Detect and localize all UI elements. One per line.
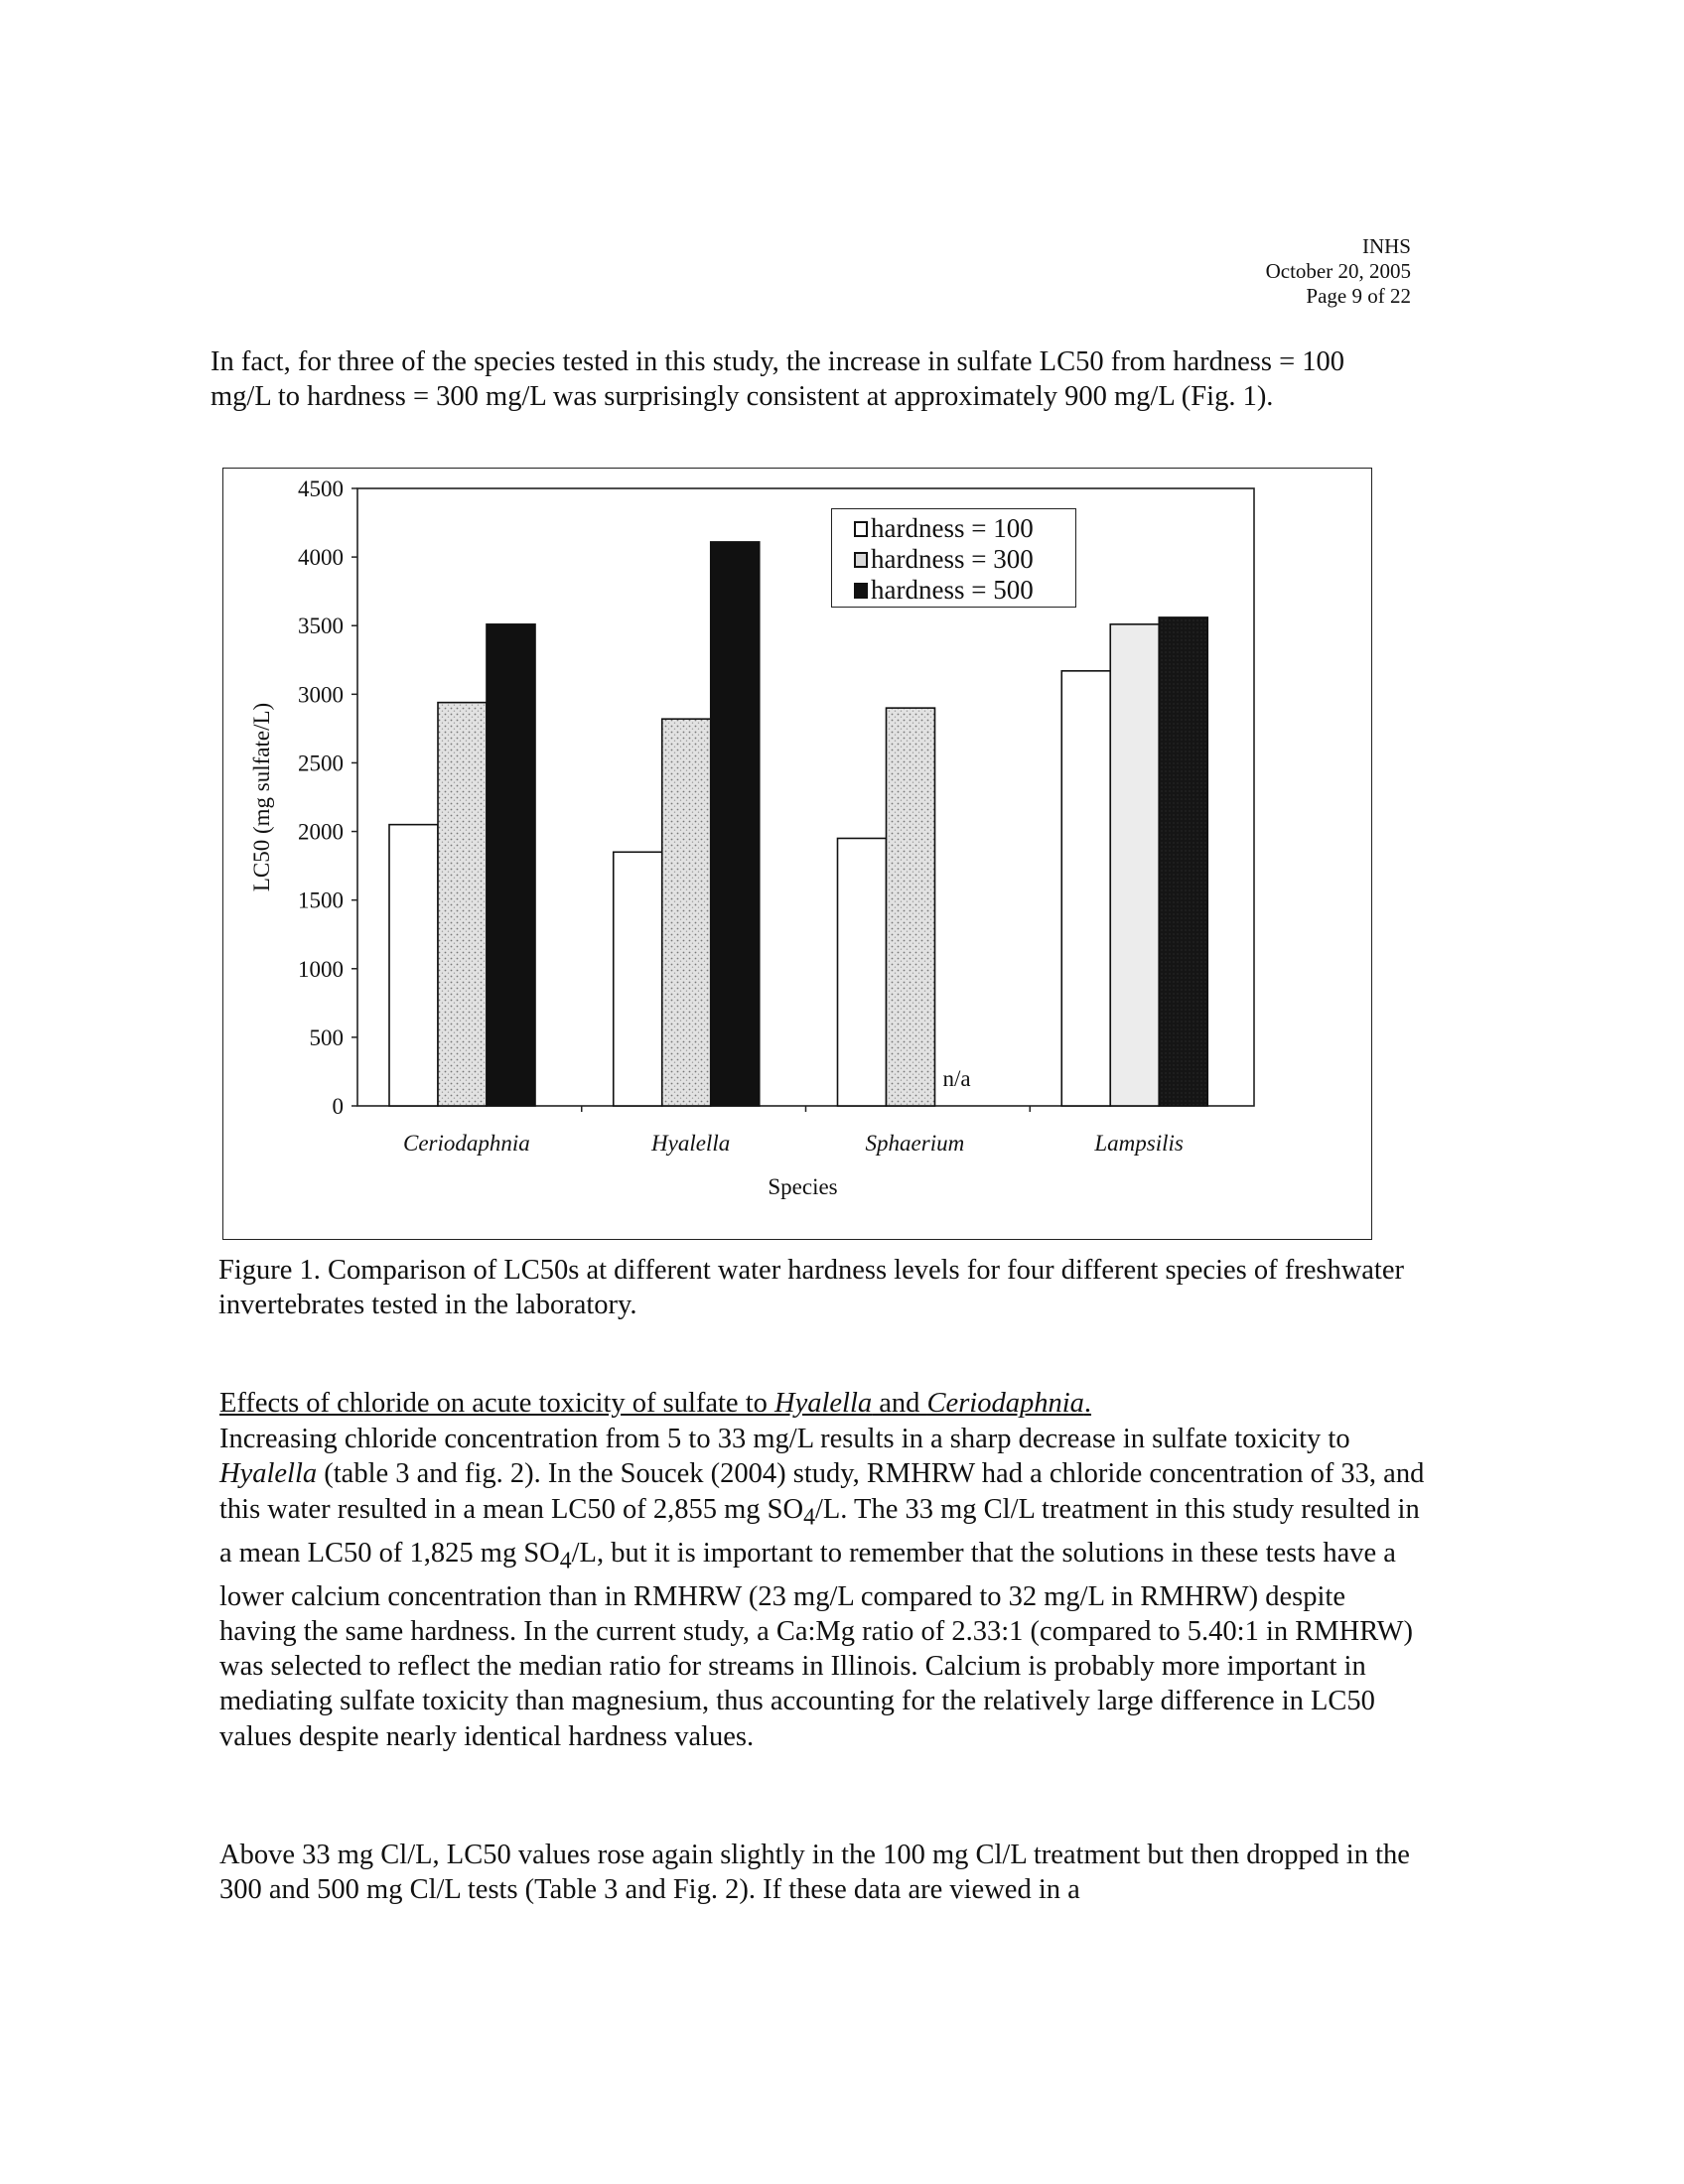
bar-lampsilis-500 bbox=[1159, 617, 1207, 1106]
x-tick-label: Ceriodaphnia bbox=[402, 1131, 530, 1156]
y-axis-label: LC50 (mg sulfate/L) bbox=[249, 702, 274, 892]
bar-lampsilis-100 bbox=[1061, 671, 1110, 1106]
heading-text-1: Effects of chloride on acute toxicity of sulfate to bbox=[219, 1388, 774, 1419]
heading-text-3: . bbox=[1083, 1388, 1092, 1419]
bar-chart-svg bbox=[223, 469, 1373, 1241]
y-tick-label: 1500 bbox=[298, 887, 344, 913]
legend-label-hardness-100: hardness = 100 bbox=[871, 513, 1034, 543]
bar-ceriodaphnia-500 bbox=[487, 624, 535, 1106]
header-date: October 20, 2005 bbox=[1265, 259, 1411, 283]
body1-text-3: /L. The 33 mg Cl/L treatment in this study resulted in a mean LC50 of 1,825 mg SO bbox=[219, 1493, 1420, 1569]
header-page-number: Page 9 of 22 bbox=[1306, 284, 1411, 308]
y-tick-label: 2000 bbox=[298, 819, 344, 845]
x-tick-label: Sphaerium bbox=[865, 1131, 965, 1156]
bar-hyalella-500 bbox=[711, 542, 760, 1106]
bar-hyalella-100 bbox=[614, 852, 662, 1106]
bar-sphaerium-300 bbox=[887, 708, 935, 1106]
page-header bbox=[1266, 234, 1411, 309]
body1-text-1: Increasing chloride concentration from 5 to 33 mg/L results in a sharp decrease in sulfate toxicity to bbox=[219, 1424, 1350, 1454]
legend-swatch-hardness-500 bbox=[854, 583, 868, 599]
figure-1-chart bbox=[222, 468, 1372, 1240]
body1-text-2: (table 3 and fig. 2). In the Soucek (2004) study, RMHRW had a chloride concentration of 33, and this water resulted in a mean LC50 of 2,855 mg SO bbox=[219, 1458, 1425, 1525]
bar-hyalella-300 bbox=[662, 719, 711, 1106]
legend-swatch-hardness-100 bbox=[854, 521, 868, 537]
body1-subscript-1: 4 bbox=[803, 1504, 815, 1531]
legend-label-hardness-300: hardness = 300 bbox=[871, 544, 1034, 574]
body-paragraph-1 bbox=[219, 1422, 1426, 1754]
bar-ceriodaphnia-100 bbox=[389, 825, 438, 1106]
chart-legend bbox=[831, 508, 1076, 608]
header-org: INHS bbox=[1361, 234, 1411, 258]
x-tick-label: Lampsilis bbox=[1094, 1131, 1184, 1156]
y-tick-label: 4500 bbox=[298, 477, 344, 501]
bar-ceriodaphnia-300 bbox=[438, 703, 487, 1106]
intro-paragraph: In fact, for three of the species tested in this study, the increase in sulfate LC50 from hardness = 100 mg/L to hardness = 300 mg/L was surprisingly consistent at approximately 900 mg/L (Fig. 1). bbox=[210, 346, 1345, 413]
section-heading bbox=[219, 1386, 1091, 1421]
body-paragraph-2: Above 33 mg Cl/L, LC50 values rose again slightly in the 100 mg Cl/L treatment but then dropped in the 300 and 500 mg Cl/L tests (Table 3 and Fig. 2). If these data are viewed in a bbox=[219, 1840, 1410, 1906]
y-tick-label: 2500 bbox=[298, 751, 344, 776]
legend-label-hardness-500: hardness = 500 bbox=[871, 575, 1034, 605]
y-tick-label: 1000 bbox=[298, 956, 344, 982]
bar-lampsilis-300 bbox=[1110, 624, 1159, 1106]
y-tick-label: 500 bbox=[309, 1024, 344, 1050]
legend-item-hardness-100 bbox=[854, 513, 1075, 544]
body1-subscript-2: 4 bbox=[559, 1548, 572, 1574]
legend-item-hardness-500 bbox=[854, 575, 1075, 606]
y-tick-label: 0 bbox=[332, 1094, 344, 1119]
heading-species-hyalella: Hyalella bbox=[774, 1388, 873, 1419]
x-axis-label: Species bbox=[768, 1174, 838, 1199]
body1-species-hyalella: Hyalella bbox=[219, 1458, 318, 1490]
figure-caption: Figure 1. Comparison of LC50s at different water hardness levels for four different species of freshwater invertebrates tested in the laboratory. bbox=[218, 1255, 1404, 1320]
heading-text-2: and bbox=[872, 1388, 927, 1419]
bar-sphaerium-100 bbox=[838, 838, 887, 1106]
legend-swatch-hardness-300 bbox=[854, 552, 868, 568]
x-tick-label: Hyalella bbox=[651, 1131, 731, 1156]
legend-item-hardness-300 bbox=[854, 544, 1075, 575]
body1-text-4: /L, but it is important to remember that the solutions in these tests have a lower calcium concentration than in RMHRW (23 mg/L compared to 32 mg/L in RMHRW) despite having the same hardness. In the current study, a Ca:Mg ratio of 2.33:1 (compared to 5.40:1 in RMHRW) was selected to reflect the median ratio for streams in Illinois. Calcium is probably more important in mediating sulfate toxicity than magnesium, thus accounting for the relatively large difference in LC50 values despite nearly identical hardness values. bbox=[219, 1537, 1414, 1752]
y-tick-label: 3500 bbox=[298, 614, 344, 639]
heading-species-ceriodaphnia: Ceriodaphnia bbox=[926, 1388, 1084, 1419]
missing-value-label: n/a bbox=[942, 1066, 971, 1091]
y-tick-label: 3000 bbox=[298, 682, 344, 708]
y-tick-label: 4000 bbox=[298, 545, 344, 571]
